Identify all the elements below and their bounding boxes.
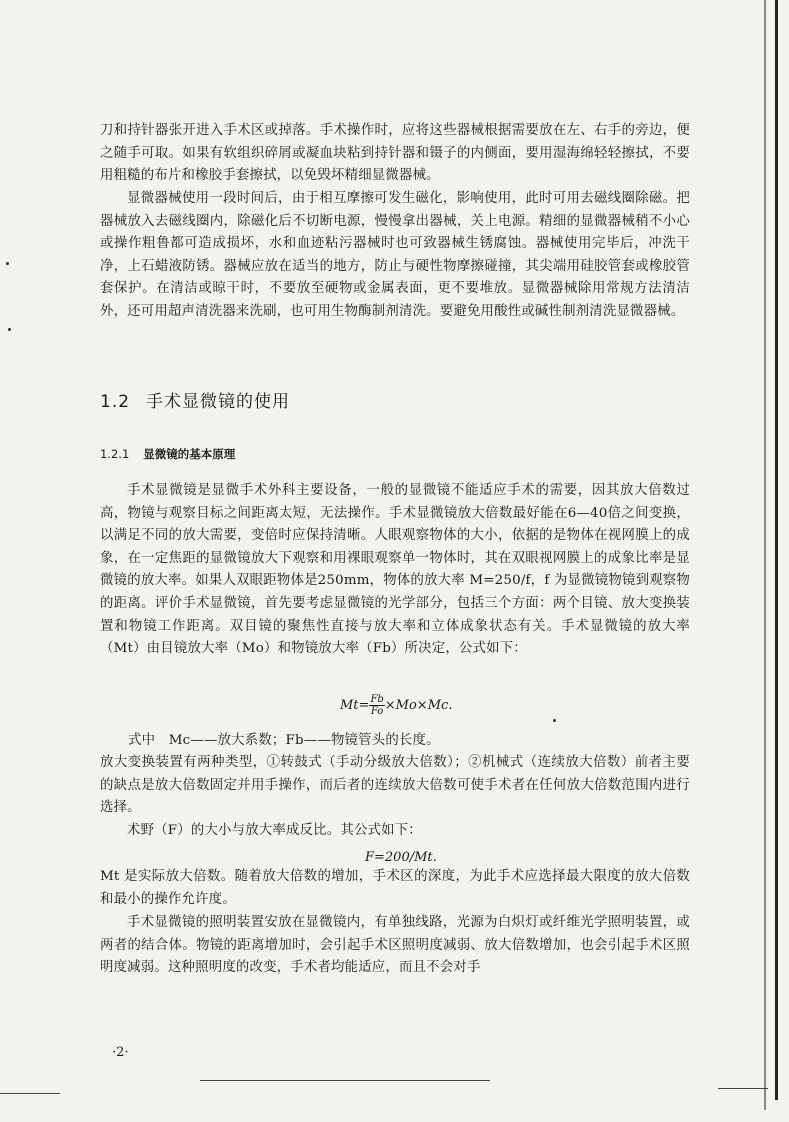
formula-rhs: ×Mo×Mc． [384,698,462,713]
subsection-number: 1.2.1 [100,447,130,461]
formula-numerator: Fb [370,694,384,705]
paragraph-principle: 手术显微镜是显微手术外科主要设备，一般的显微镜不能适应手术的需要，因其放大倍数过高，物镜与观察目标之间距离太短，无法操作。手术显微镜放大倍数最好能在6—40倍之间变换，以满足不同的放大需要，变倍时应保持清晰。人眼观察物体的大小，依据的是物体在视网膜上的成象，在一定焦距的显微镜放大下观察和用裸眼观察单一物体时，其在双眼视网膜上的成象比率是显微镜的放大率。如果人双眼距物体是250mm，物体的放大率 M=250/f，f 为显微镜物镜到观察物的距离。评价手术显微镜，首先要考虑显微镜的光学部分，包括三个方面：两个目镜、放大变换装置和物镜工作距离。双目镜的聚焦性直接与放大率和立体成象状态有关。手术显微镜的放大率（Mt）由目镜放大率（Mo）和物镜放大率（Fb）所决定，公式如下： [100,483,690,657]
scan-line-bottom-left [0,1093,60,1094]
formula-lhs: Mt= [340,698,370,713]
scan-dot [553,719,556,722]
paragraph-intro-2: 显微器械使用一段时间后，由于相互摩擦可发生磁化，影响使用，此时可用去磁线圈除磁。把器械放入去磁线圈内，除磁化后不切断电源，慢慢拿出器械，关上电源。精细的显微器械稍不小心或操作粗鲁都可造成损坏，水和血迹粘污器械时也可致器械生锈腐蚀。器械使用完毕后，冲洗干净，上石蜡液防锈。器械应放在适当的地方，防止与硬性物摩擦碰撞，其尖端用硅胶管套或橡胶管套保护。在清洁或晾干时，不要放至硬物或金属表面，更不要堆放。显微器械除用常规方法清洁外，还可用超声清洗器来洗刷，也可用生物酶制剂清洗。要避免用酸性或碱性制剂清洗显微器械。 [100,191,690,319]
scan-line-bottom [200,1080,490,1081]
subsection-title: 显微镜的基本原理 [143,447,236,461]
binding-edge-shadow [764,0,766,1110]
formula-field: F=200/Mt． [365,850,446,865]
section-title: 手术显微镜的使用 [146,392,291,412]
paragraph-actual-magnification: Mt 是实际放大倍数。随着放大倍数的增加，手术区的深度，为此手术应选择最大限度的放大倍数和最小的操作允许度。 [100,869,690,907]
scan-line-bottom-right [718,1088,768,1089]
paragraph-illumination: 手术显微镜的照明装置安放在显微镜内，有单独线路，光源为白炽灯或纤维光学照明装置，或两者的结合体。物镜的距离增加时，会引起手术区照明度减弱、放大倍数增加，也会引起手术区照明度减弱。这种照明度的改变，手术者均能适应，而且不会对手 [100,915,690,976]
paragraph-intro-1: 刀和持针器张开进入手术区或掉落。手术操作时，应将这些器械根据需要放在左、右手的旁边，便之随手可取。如果有软组织碎屑或凝血块粘到持针器和镊子的内侧面，要用湿海绵轻轻擦拭，不要用粗糙的布片和橡胶手套擦拭，以免毁坏精细显微器械。 [100,123,690,184]
scan-dot [6,262,9,265]
page-number: ·2· [112,1045,129,1060]
paragraph-zoom-types: 放大变换装置有两种类型，①转鼓式（手动分级放大倍数）；②机械式（连续放大倍数）前者主要的缺点是放大倍数固定并用手操作，而后者的连续放大倍数可使手术者在任何放大倍数范围内进行选择。 [100,755,690,816]
subsection-heading [100,446,235,462]
formula-denominator: Fo [370,706,384,717]
formula-magnification [340,694,461,717]
section-heading [100,387,290,412]
formula-fraction [369,694,384,717]
formula-legend: 式中 Mc——放大系数；Fb——物镜管头的长度。 [128,733,440,748]
paragraph-field-of-view: 术野（F）的大小与放大率成反比。其公式如下： [127,823,422,838]
binding-edge [775,0,778,1100]
section-number: 1.2 [100,392,131,412]
scan-dot [8,328,11,331]
